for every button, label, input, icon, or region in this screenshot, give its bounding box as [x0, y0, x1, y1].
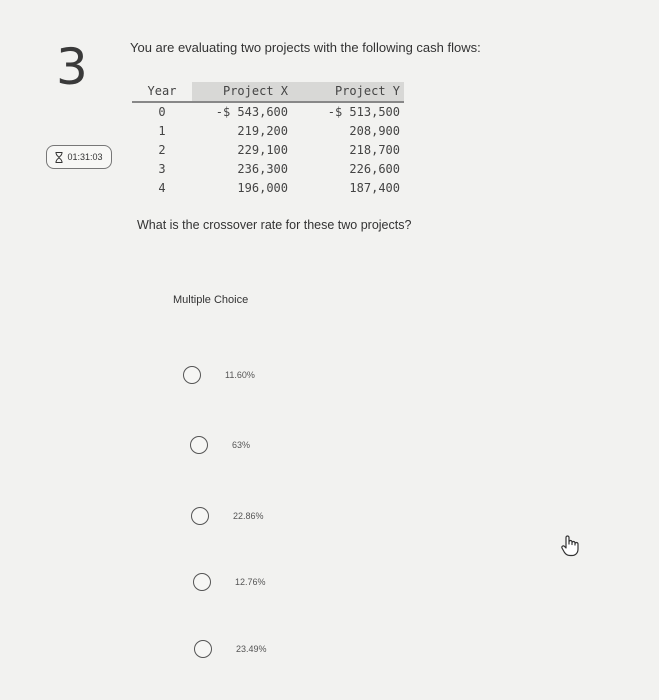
timer-value: 01:31:03 — [67, 152, 103, 162]
column-header-project-y: Project Y — [296, 82, 404, 102]
hand-pointer-icon — [557, 532, 583, 558]
project-y-cell: -$ 513,500 — [327, 105, 400, 119]
project-y-cell: 208,900 — [349, 124, 400, 138]
project-y-cell: 226,600 — [349, 162, 400, 176]
year-cell: 3 — [158, 162, 166, 176]
answer-option[interactable] — [193, 573, 266, 591]
year-cell: 4 — [158, 181, 166, 195]
table-header-row — [132, 82, 404, 102]
year-cell: 1 — [158, 124, 166, 138]
multiple-choice-label: Multiple Choice — [173, 294, 249, 306]
table-row — [132, 141, 404, 160]
question-text: What is the crossover rate for these two projects? — [137, 218, 412, 232]
project-x-cell: 236,300 — [237, 162, 288, 176]
project-x-cell: 229,100 — [237, 143, 288, 157]
radio-button[interactable] — [194, 640, 212, 658]
hourglass-icon — [55, 152, 63, 163]
year-cell: 0 — [158, 105, 166, 119]
year-cell: 2 — [158, 143, 166, 157]
question-number: 3 — [56, 38, 88, 96]
answer-option[interactable] — [190, 436, 250, 454]
answer-option-label: 23.49% — [236, 644, 267, 654]
answer-option[interactable] — [183, 366, 255, 384]
answer-option-label: 11.60% — [225, 370, 255, 380]
table-row — [132, 122, 404, 141]
project-x-cell: -$ 543,600 — [215, 105, 288, 119]
project-x-cell: 196,000 — [237, 181, 288, 195]
table-row — [132, 102, 404, 122]
project-y-cell: 187,400 — [349, 181, 400, 195]
project-x-cell: 219,200 — [237, 124, 288, 138]
answer-option-label: 63% — [232, 440, 251, 450]
question-prompt: You are evaluating two projects with the following cash flows: — [130, 40, 481, 55]
timer-badge — [46, 145, 112, 169]
project-y-cell: 218,700 — [349, 143, 400, 157]
answer-option[interactable] — [194, 640, 267, 658]
answer-option[interactable] — [191, 507, 264, 525]
answer-option-label: 22.86% — [233, 511, 264, 521]
radio-button[interactable] — [183, 366, 201, 384]
table-row — [132, 179, 404, 198]
cash-flow-table — [132, 82, 404, 198]
column-header-project-x: Project X — [192, 82, 296, 102]
radio-button[interactable] — [191, 507, 209, 525]
answer-option-label: 12.76% — [235, 577, 266, 587]
radio-button[interactable] — [190, 436, 208, 454]
radio-button[interactable] — [193, 573, 211, 591]
table-row — [132, 160, 404, 179]
column-header-year: Year — [147, 84, 177, 98]
